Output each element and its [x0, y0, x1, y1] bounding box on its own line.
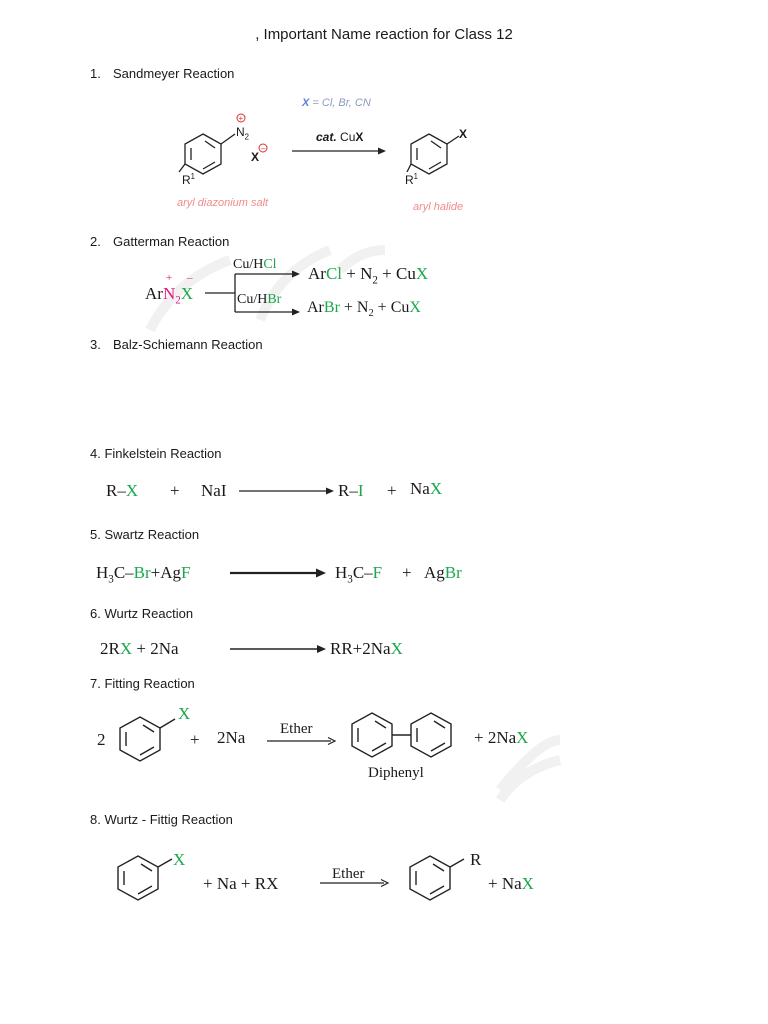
swartz-reactants: $H_3C-Br+AgF$: [96, 563, 191, 586]
gatterman-bottom-reagent: Cu/HBr: [237, 292, 282, 307]
aryl-diazonium-caption: aryl diazonium salt: [177, 197, 269, 209]
fitting-plus: +: [190, 730, 200, 749]
finkelstein-reactant-rx: R–X: [106, 481, 139, 500]
finkelstein-nai: NaI: [201, 481, 227, 500]
finkelstein-nax: NaX: [410, 479, 443, 498]
sandmeyer-reagent: cat. CuX: [316, 130, 364, 144]
r1-left-label: $R^1$: [182, 172, 196, 187]
gatterman-bottom-product: ArBr + $N_2$ + CuX: [307, 299, 421, 320]
diphenyl-structure: [347, 705, 462, 765]
heading-finkelstein: 4. Finkelstein Reaction: [90, 446, 222, 461]
wf-nax: + NaX: [488, 874, 534, 893]
fitting-x: X: [178, 704, 191, 723]
gatterman-top-product: ArCl + $N_2$ + CuX: [308, 264, 429, 287]
gatterman-reactant: ArN$_2$X: [145, 284, 194, 307]
wf-reactants-rest: + Na + RX: [203, 874, 279, 893]
swartz-product-agbr: AgBr: [424, 563, 462, 582]
finkelstein-product-ri: R–I: [338, 481, 364, 500]
heading-wurtz-fittig: 8. Wurtz - Fittig Reaction: [90, 812, 233, 827]
aryl-halide-caption: aryl halide: [413, 201, 464, 213]
wurtz-reactants: 2RX + 2Na: [100, 639, 179, 658]
heading-wurtz: 6. Wurtz Reaction: [90, 606, 194, 621]
benzene-ring-wf-product: [402, 850, 477, 910]
fitting-coefficient: 2: [97, 730, 106, 749]
fitting-nax: + 2NaX: [474, 728, 529, 747]
swartz-arrow: [228, 567, 328, 579]
x-definition: X = Cl, Br, CN: [302, 97, 371, 109]
wurtz-product: RR+2NaX: [330, 639, 403, 658]
fitting-2na: 2Na: [217, 728, 246, 747]
x-anion-label: X: [251, 150, 260, 164]
page-title: , Important Name reaction for Class 12: [255, 26, 513, 43]
r1-right-label: $R^1$: [405, 172, 419, 187]
fitting-reagent: Ether: [280, 721, 313, 737]
diphenyl-label: Diphenyl: [368, 765, 424, 781]
wf-reagent: Ether: [332, 866, 365, 882]
wf-x: X: [173, 850, 186, 869]
swartz-product-h3cf: $H_3C-F$: [335, 563, 383, 586]
heading-balz-schiemann: 3. Balz-Schiemann Reaction: [90, 337, 263, 352]
finkelstein-plus-2: +: [387, 481, 397, 500]
gatterman-charges: + –: [166, 272, 199, 284]
heading-sandmeyer: 1. Sandmeyer Reaction: [90, 66, 235, 81]
n2-label: $N_2$: [236, 125, 250, 142]
swartz-plus: +: [402, 563, 412, 582]
svg-text:–: –: [261, 144, 266, 153]
heading-fitting: 7. Fitting Reaction: [90, 676, 195, 691]
heading-gatterman: 2. Gatterman Reaction: [90, 234, 230, 249]
gatterman-top-reagent: Cu/HCl: [233, 257, 277, 272]
finkelstein-arrow: [237, 485, 337, 497]
sandmeyer-arrow: [290, 145, 390, 157]
fitting-arrow: [265, 735, 340, 747]
heading-swartz: 5. Swartz Reaction: [90, 527, 200, 542]
svg-text:+: +: [238, 114, 244, 123]
wurtz-arrow: [228, 643, 328, 655]
wf-r: R: [470, 850, 482, 869]
x-product-label: X: [459, 127, 468, 141]
wf-arrow: [318, 877, 393, 889]
finkelstein-plus: +: [170, 481, 180, 500]
